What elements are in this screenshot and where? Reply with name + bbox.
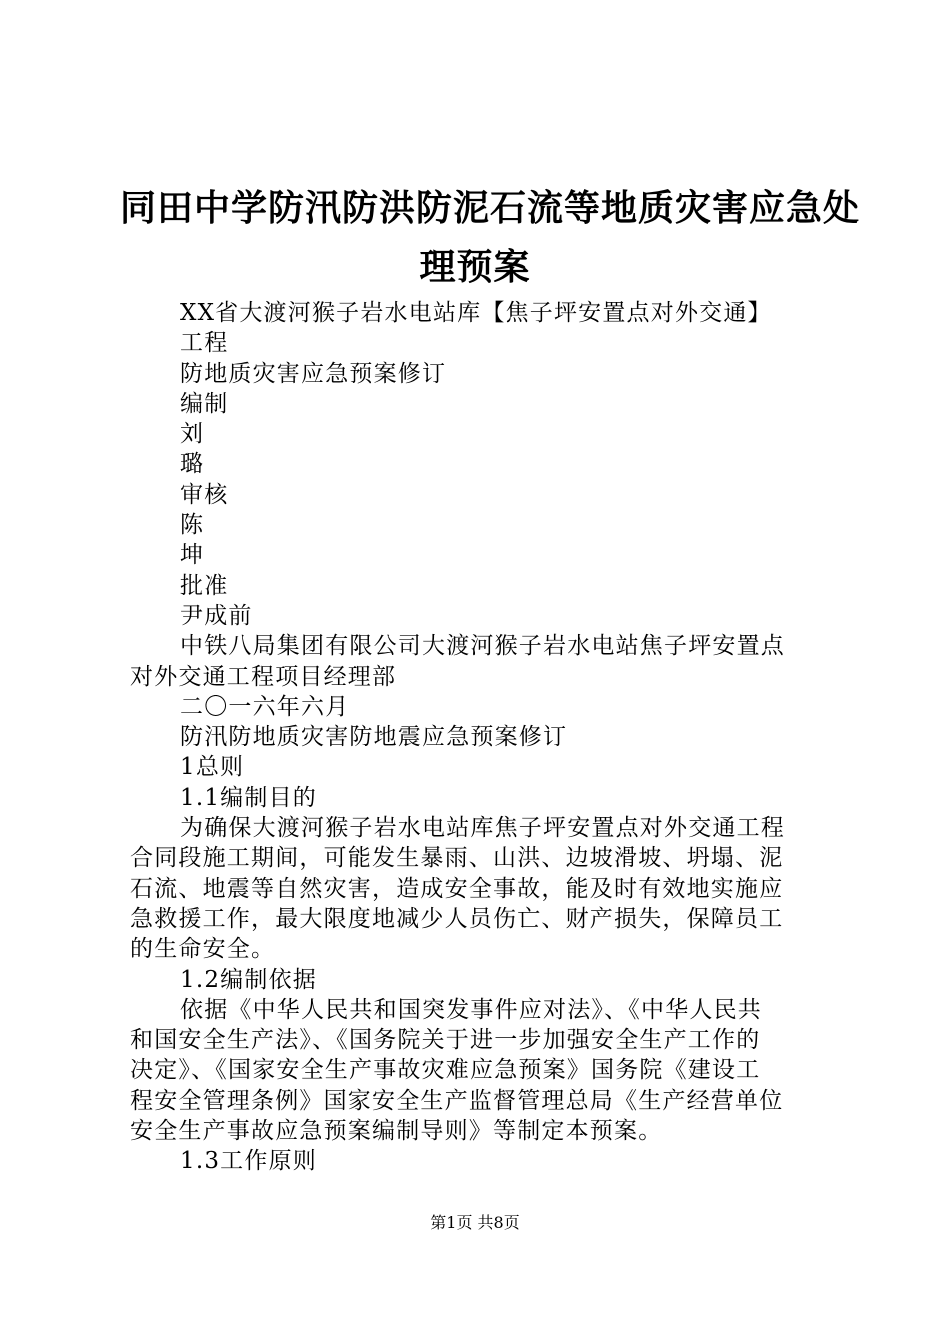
paragraph-2-line-2: 和国安全生产法》、《国务院关于进一步加强安全生产工作的 bbox=[130, 1027, 761, 1054]
company-line-2: 对外交通工程项目经理部 bbox=[130, 663, 397, 690]
compiler-name-2: 璐 bbox=[180, 451, 205, 478]
plan-revision-label: 防地质灾害应急预案修订 bbox=[180, 360, 447, 387]
paragraph-1-line-2: 合同段施工期间，可能发生暴雨、山洪、边坡滑坡、坍塌、泥 bbox=[130, 845, 784, 872]
reviewed-by-label: 审核 bbox=[180, 481, 229, 508]
company-line-1: 中铁八局集团有限公司大渡河猴子岩水电站焦子坪安置点 bbox=[180, 633, 785, 660]
paragraph-1-line-1: 为确保大渡河猴子岩水电站库焦子坪安置点对外交通工程 bbox=[180, 815, 785, 842]
reviewer-name-1: 陈 bbox=[180, 512, 205, 539]
paragraph-2-line-5: 安全生产事故应急预案编制导则》等制定本预案。 bbox=[130, 1118, 663, 1145]
document-title-line-2: 理预案 bbox=[419, 246, 531, 288]
paragraph-2-line-3: 决定》、《国家安全生产事故灾难应急预案》国务院《建设工 bbox=[130, 1057, 761, 1084]
project-name-line: XX省大渡河猴子岩水电站库【焦子坪安置点对外交通】 bbox=[180, 300, 772, 326]
paragraph-2-line-1: 依据《中华人民共和国突发事件应对法》、《中华人民共 bbox=[180, 996, 762, 1023]
document-date: 二〇一六年六月 bbox=[180, 693, 350, 720]
section-heading-1-2: 1.2编制依据 bbox=[180, 966, 317, 993]
paragraph-2-line-4: 程安全管理条例》国家安全生产监督管理总局《生产经营单位 bbox=[130, 1087, 784, 1114]
page-number-footer: 第1页 共8页 bbox=[430, 1213, 520, 1232]
reviewer-name-2: 坤 bbox=[180, 542, 205, 569]
section-heading-1-1: 1.1编制目的 bbox=[180, 784, 317, 811]
document-body bbox=[130, 298, 830, 1177]
paragraph-1-line-3: 石流、地震等自然灾害，造成安全事故，能及时有效地实施应 bbox=[130, 875, 784, 902]
approved-by-label: 批准 bbox=[180, 572, 229, 599]
document-title-line-1: 同田中学防汛防洪防泥石流等地质灾害应急处 bbox=[120, 187, 861, 229]
compiled-by-label: 编制 bbox=[180, 390, 229, 417]
paragraph-1-line-5: 的生命安全。 bbox=[130, 936, 276, 963]
paragraph-1-line-4: 急救援工作，最大限度地减少人员伤亡、财产损失，保障员工 bbox=[130, 905, 784, 932]
approver-name: 尹成前 bbox=[180, 602, 253, 629]
section-heading-1: 1总则 bbox=[180, 754, 245, 781]
project-name-suffix: 工程 bbox=[180, 330, 229, 357]
document-subtitle: 防汛防地质灾害防地震应急预案修订 bbox=[180, 724, 568, 751]
compiler-name-1: 刘 bbox=[180, 421, 205, 448]
section-heading-1-3: 1.3工作原则 bbox=[180, 1148, 317, 1175]
